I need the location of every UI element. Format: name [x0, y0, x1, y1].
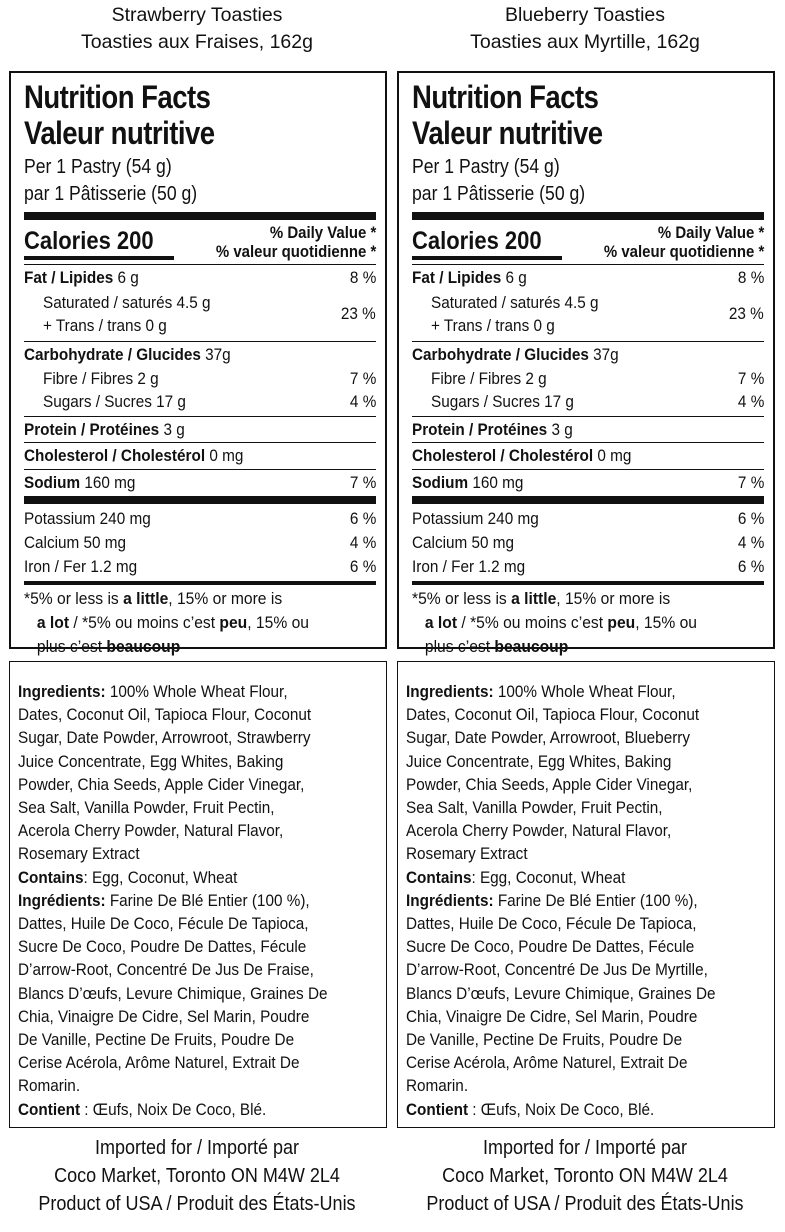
ingredients-line: Rosemary Extract [18, 844, 140, 864]
carbohydrate-label: Carbohydrate / Glucides [24, 344, 201, 364]
country-of-origin: Product of USA / Produit des États-Unis [426, 1193, 744, 1215]
potassium-label: Potassium 240 mg [412, 508, 539, 528]
calcium-row [24, 531, 376, 554]
daily-value-heading-en: % Daily Value * [269, 223, 376, 242]
protein-label: Protein / Protéines [412, 419, 548, 439]
footnote-emphasis: a lot [424, 613, 458, 632]
cholesterol-label: Cholesterol / Cholestérol [24, 446, 206, 465]
divider [24, 496, 376, 504]
product-name-en: Strawberry Toasties [111, 4, 283, 26]
contient-text: : Œufs, Noix De Coco, Blé. [80, 1099, 267, 1119]
fibre-row [412, 367, 764, 390]
protein-row [412, 417, 764, 442]
serving-size-en: Per 1 Pastry (54 g) [412, 156, 560, 178]
saturated-label: Saturated / saturés 4.5 g [431, 293, 599, 312]
allergens-fr [18, 1098, 383, 1121]
divider [412, 212, 764, 220]
allergens-en [18, 866, 383, 889]
ingredients-line: De Vanille, Pectine De Fruits, Poudre De [18, 1030, 295, 1050]
protein-amount: 3 g [551, 419, 573, 439]
calcium-label: Calcium 50 mg [412, 532, 515, 552]
ingredients-line: Rosemary Extract [406, 844, 528, 864]
ingredients-en [18, 680, 383, 866]
importer-info [392, 1134, 778, 1218]
fat-dv: 8 % [737, 268, 764, 287]
product-panel-strawberry [4, 0, 390, 1215]
footnote-text: *5% or less is [412, 589, 512, 608]
footnote-emphasis: a little [511, 589, 557, 608]
ingredients-box [9, 661, 387, 1128]
potassium-label: Potassium 240 mg [24, 508, 151, 528]
ingredients-label-fr: Ingrédients: [18, 890, 106, 910]
contains-text: : Egg, Coconut, Wheat [83, 867, 238, 887]
product-panel-blueberry [392, 0, 778, 1215]
calcium-dv: 4 % [349, 532, 376, 552]
contains-label: Contains [406, 867, 472, 887]
calories-row [24, 220, 376, 264]
product-header [4, 0, 390, 62]
sugars-label: Sugars / Sucres 17 g [431, 392, 574, 411]
iron-label: Iron / Fer 1.2 mg [24, 556, 138, 576]
daily-value-footnote [412, 585, 771, 659]
sodium-dv: 7 % [737, 473, 764, 492]
cholesterol-amount: 0 mg [209, 446, 244, 465]
allergens-fr [406, 1098, 771, 1121]
ingredients-line: D’arrow-Root, Concentré De Jus De Fraise, [18, 960, 314, 980]
potassium-dv: 6 % [737, 508, 764, 528]
sodium-amount: 160 mg [472, 473, 524, 492]
footnote-emphasis: beaucoup [494, 637, 569, 656]
potassium-row [24, 506, 376, 531]
carbohydrate-amount: 37g [593, 344, 619, 364]
country-of-origin: Product of USA / Produit des États-Unis [38, 1193, 356, 1215]
importer-line: Imported for / Importé par [94, 1137, 300, 1159]
importer-line: Imported for / Importé par [482, 1137, 688, 1159]
carbohydrate-amount: 37g [205, 344, 231, 364]
fat-label: Fat / Lipides [24, 268, 114, 287]
daily-value-heading-fr: % valeur quotidienne * [215, 242, 376, 261]
nutrition-facts-table [397, 71, 775, 656]
sodium-row [412, 470, 764, 496]
trans-label: + Trans / trans 0 g [43, 316, 167, 335]
footnote-text: *5% or less is [24, 589, 124, 608]
calories-label: Calories 200 [412, 227, 542, 255]
calories-row [412, 220, 764, 264]
footnote-text: , 15% or more is [168, 589, 283, 608]
cholesterol-row [24, 443, 376, 469]
allergens-en [406, 866, 771, 889]
sugars-dv: 4 % [349, 392, 376, 411]
ingredients-line: Sea Salt, Vanilla Powder, Fruit Pectin, [406, 798, 663, 818]
product-name-en: Blueberry Toasties [504, 4, 666, 26]
ingredients-line: Juice Concentrate, Egg Whites, Baking [18, 751, 284, 771]
ingredients-line: Sucre De Coco, Poudre De Dattes, Fécule [18, 937, 307, 957]
ingredients-line: Sucre De Coco, Poudre De Dattes, Fécule [406, 937, 695, 957]
carbohydrate-row [412, 342, 764, 367]
product-name-fr: Toasties aux Fraises, 162g [81, 31, 313, 53]
sugars-label: Sugars / Sucres 17 g [43, 392, 186, 411]
contains-label: Contains [18, 867, 84, 887]
divider [24, 256, 174, 260]
fibre-dv: 7 % [349, 368, 376, 388]
potassium-row [412, 506, 764, 531]
sugars-row [24, 390, 376, 414]
ingredients-line: Acerola Cherry Powder, Natural Flavor, [18, 821, 284, 841]
fat-label: Fat / Lipides [412, 268, 502, 287]
footnote-text: , 15% or more is [556, 589, 671, 608]
footnote-emphasis: peu [219, 613, 248, 632]
divider [412, 256, 562, 260]
ingredients-line: Farine De Blé Entier (100 %), [497, 890, 698, 910]
ingredients-line: 100% Whole Wheat Flour, [497, 682, 676, 701]
sodium-amount: 160 mg [84, 473, 136, 492]
footnote-text: / *5% ou moins c’est [69, 613, 220, 632]
serving-size-en: Per 1 Pastry (54 g) [24, 156, 172, 178]
footnote-text: plus c’est [36, 637, 107, 656]
iron-row [24, 554, 376, 579]
serving-size-fr: par 1 Pâtisserie (50 g) [412, 183, 586, 205]
footnote-text: , 15% ou [247, 613, 309, 632]
calcium-dv: 4 % [737, 532, 764, 552]
fat-dv: 8 % [349, 268, 376, 287]
iron-label: Iron / Fer 1.2 mg [412, 556, 526, 576]
ingredients-line: Sugar, Date Powder, Arrowroot, Blueberry [406, 728, 691, 748]
fibre-row [24, 367, 376, 390]
ingredients-line: Romarin. [406, 1076, 469, 1096]
divider [24, 212, 376, 220]
sodium-row [24, 470, 376, 496]
ingredients-line: Dates, Coconut Oil, Tapioca Flour, Coconut [406, 705, 700, 725]
importer-address: Coco Market, Toronto ON M4W 2L4 [54, 1165, 340, 1187]
ingredients-line: Romarin. [18, 1076, 81, 1096]
ingredients-fr [406, 889, 771, 1098]
contient-text: : Œufs, Noix De Coco, Blé. [468, 1099, 655, 1119]
ingredients-line: Dates, Coconut Oil, Tapioca Flour, Coconut [18, 705, 312, 725]
fibre-dv: 7 % [737, 368, 764, 388]
daily-value-heading-fr: % valeur quotidienne * [603, 242, 764, 261]
ingredients-line: Chia, Vinaigre De Cidre, Sel Marin, Poudre [406, 1006, 698, 1026]
ingredients-line: Powder, Chia Seeds, Apple Cider Vinegar, [18, 774, 305, 794]
saturated-trans-row [24, 291, 376, 337]
cholesterol-label: Cholesterol / Cholestérol [412, 446, 594, 465]
product-header [392, 0, 778, 62]
footnote-emphasis: a little [123, 589, 169, 608]
ingredients-line: 100% Whole Wheat Flour, [109, 682, 288, 701]
saturated-label: Saturated / saturés 4.5 g [43, 293, 211, 312]
iron-dv: 6 % [737, 556, 764, 576]
ingredients-label-en: Ingredients: [18, 682, 106, 701]
ingredients-label-fr: Ingrédients: [406, 890, 494, 910]
product-name-fr: Toasties aux Myrtille, 162g [470, 31, 700, 53]
ingredients-line: Cerise Acérola, Arôme Naturel, Extrait De [18, 1053, 300, 1073]
ingredients-line: Powder, Chia Seeds, Apple Cider Vinegar, [406, 774, 693, 794]
iron-dv: 6 % [349, 556, 376, 576]
carbohydrate-label: Carbohydrate / Glucides [412, 344, 589, 364]
ingredients-line: D’arrow-Root, Concentré De Jus De Myrtille, [406, 960, 708, 980]
importer-address: Coco Market, Toronto ON M4W 2L4 [442, 1165, 728, 1187]
nutrition-title-en: Nutrition Facts [24, 79, 211, 115]
contains-text: : Egg, Coconut, Wheat [471, 867, 626, 887]
fat-row [24, 265, 376, 291]
footnote-emphasis: beaucoup [106, 637, 181, 656]
cholesterol-row [412, 443, 764, 469]
protein-row [24, 417, 376, 442]
carbohydrate-row [24, 342, 376, 367]
protein-label: Protein / Protéines [24, 419, 160, 439]
ingredients-line: Blancs D’œufs, Levure Chimique, Graines De [406, 983, 716, 1003]
trans-label: + Trans / trans 0 g [431, 316, 555, 335]
ingredients-line: Dattes, Huile De Coco, Fécule De Tapioca, [18, 914, 309, 934]
contient-label: Contient [406, 1099, 469, 1119]
serving-size-fr: par 1 Pâtisserie (50 g) [24, 183, 198, 205]
saturated-dv: 23 % [729, 304, 764, 323]
footnote-emphasis: peu [607, 613, 636, 632]
fat-amount: 6 g [505, 268, 527, 287]
ingredients-line: Cerise Acérola, Arôme Naturel, Extrait De [406, 1053, 688, 1073]
ingredients-line: Sea Salt, Vanilla Powder, Fruit Pectin, [18, 798, 275, 818]
ingredients-box [397, 661, 775, 1128]
ingredients-line: De Vanille, Pectine De Fruits, Poudre De [406, 1030, 683, 1050]
protein-amount: 3 g [163, 419, 185, 439]
ingredients-line: Farine De Blé Entier (100 %), [109, 890, 310, 910]
daily-value-heading-en: % Daily Value * [657, 223, 764, 242]
fibre-label: Fibre / Fibres 2 g [43, 368, 159, 388]
nutrition-facts-table [9, 71, 387, 656]
nutrition-title-fr: Valeur nutritive [24, 115, 215, 151]
footnote-text: / *5% ou moins c’est [457, 613, 608, 632]
ingredients-line: Chia, Vinaigre De Cidre, Sel Marin, Poudre [18, 1006, 310, 1026]
importer-info [4, 1134, 390, 1218]
fat-row [412, 265, 764, 291]
saturated-dv: 23 % [341, 304, 376, 323]
ingredients-line: Sugar, Date Powder, Arrowroot, Strawberry [18, 728, 311, 748]
calcium-row [412, 531, 764, 554]
divider [412, 496, 764, 504]
ingredients-line: Dattes, Huile De Coco, Fécule De Tapioca, [406, 914, 697, 934]
sugars-row [412, 390, 764, 414]
calories-label: Calories 200 [24, 227, 154, 255]
potassium-dv: 6 % [349, 508, 376, 528]
nutrition-title-fr: Valeur nutritive [412, 115, 603, 151]
contient-label: Contient [18, 1099, 81, 1119]
ingredients-line: Acerola Cherry Powder, Natural Flavor, [406, 821, 672, 841]
ingredients-en [406, 680, 771, 866]
sodium-dv: 7 % [349, 473, 376, 492]
ingredients-line: Juice Concentrate, Egg Whites, Baking [406, 751, 672, 771]
ingredients-fr [18, 889, 383, 1098]
footnote-emphasis: a lot [36, 613, 70, 632]
footnote-text: , 15% ou [635, 613, 697, 632]
fat-amount: 6 g [117, 268, 139, 287]
fibre-label: Fibre / Fibres 2 g [431, 368, 547, 388]
ingredients-label-en: Ingredients: [406, 682, 494, 701]
footnote-text: plus c’est [424, 637, 495, 656]
ingredients-line: Blancs D’œufs, Levure Chimique, Graines De [18, 983, 328, 1003]
sodium-label: Sodium [24, 473, 81, 492]
saturated-trans-row [412, 291, 764, 337]
sugars-dv: 4 % [737, 392, 764, 411]
daily-value-footnote [24, 585, 383, 659]
iron-row [412, 554, 764, 579]
nutrition-title-en: Nutrition Facts [412, 79, 599, 115]
calcium-label: Calcium 50 mg [24, 532, 127, 552]
sodium-label: Sodium [412, 473, 469, 492]
cholesterol-amount: 0 mg [597, 446, 632, 465]
